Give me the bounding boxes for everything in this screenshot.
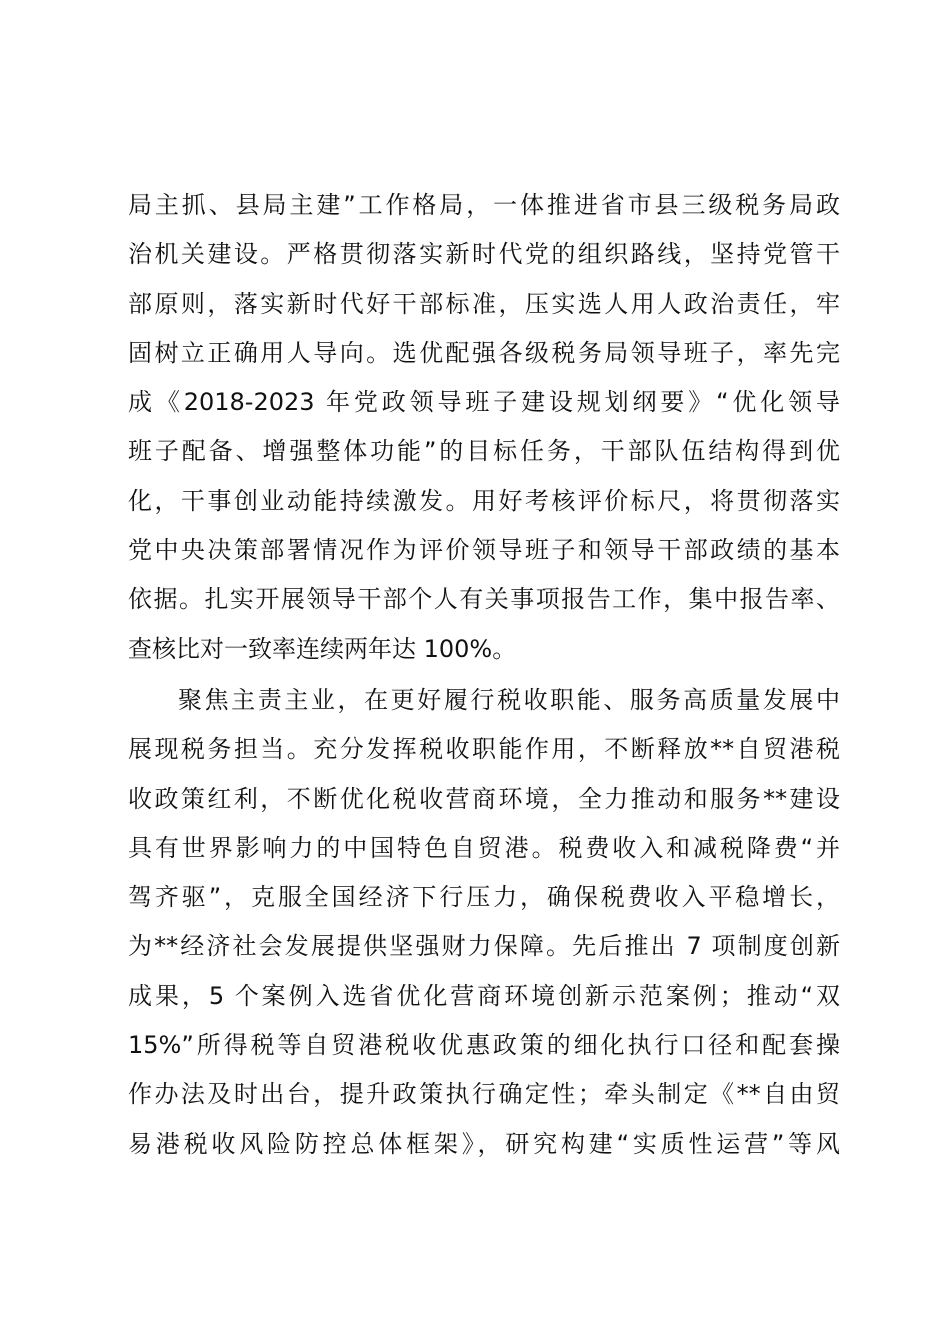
text-line: 展现税务担当。充分发挥税收职能作用，不断释放**自贸港税 (128, 735, 840, 764)
text-line: 党中央决策部署情况作为评价领导班子和领导干部政绩的基本 (128, 536, 840, 565)
text-line: 收政策红利，不断优化税收营商环境，全力推动和服务**建设 (128, 784, 840, 813)
text-line: 班子配备、增强整体功能”的目标任务，干部队伍结构得到优 (128, 437, 840, 466)
text-line: 查核比对一致率连续两年达 100%。 (128, 634, 517, 663)
text-line: 15%”所得税等自贸港税收优惠政策的细化执行口径和配套操 (128, 1031, 840, 1060)
text-line: 驾齐驱”，克服全国经济下行压力，确保税费收入平稳增长， (128, 883, 840, 912)
text-line: 具有世界影响力的中国特色自贸港。税费收入和减税降费“并 (128, 833, 840, 862)
text-line: 治机关建设。严格贯彻落实新时代党的组织路线，坚持党管干 (128, 240, 840, 269)
text-line: 局主抓、县局主建”工作格局，一体推进省市县三级税务局政 (128, 191, 840, 219)
text-line: 部原则，落实新时代好干部标准，压实选人用人政治责任，牢 (128, 289, 840, 318)
text-line: 作办法及时出台，提升政策执行确定性；牵头制定《**自由贸 (128, 1080, 840, 1109)
text-line: 化，干事创业动能持续激发。用好考核评价标尺，将贯彻落实 (128, 486, 840, 515)
text-line: 易港税收风险防控总体框架》，研究构建“实质性运营”等风 (128, 1129, 840, 1158)
text-line: 聚焦主责主业，在更好履行税收职能、服务高质量发展中 (178, 686, 840, 714)
text-line: 成果，5 个案例入选省优化营商环境创新示范案例；推动“双 (128, 981, 840, 1010)
text-line: 为**经济社会发展提供坚强财力保障。先后推出 7 项制度创新 (128, 932, 840, 961)
paragraph-1 (128, 181, 840, 674)
paragraph-2 (128, 676, 840, 1169)
text-line: 成《2018-2023 年党政领导班子建设规划纲要》“优化领导 (128, 388, 840, 417)
text-line: 依据。扎实开展领导干部个人有关事项报告工作，集中报告率、 (128, 585, 840, 614)
text-line: 固树立正确用人导向。选优配强各级税务局领导班子，率先完 (128, 338, 840, 367)
